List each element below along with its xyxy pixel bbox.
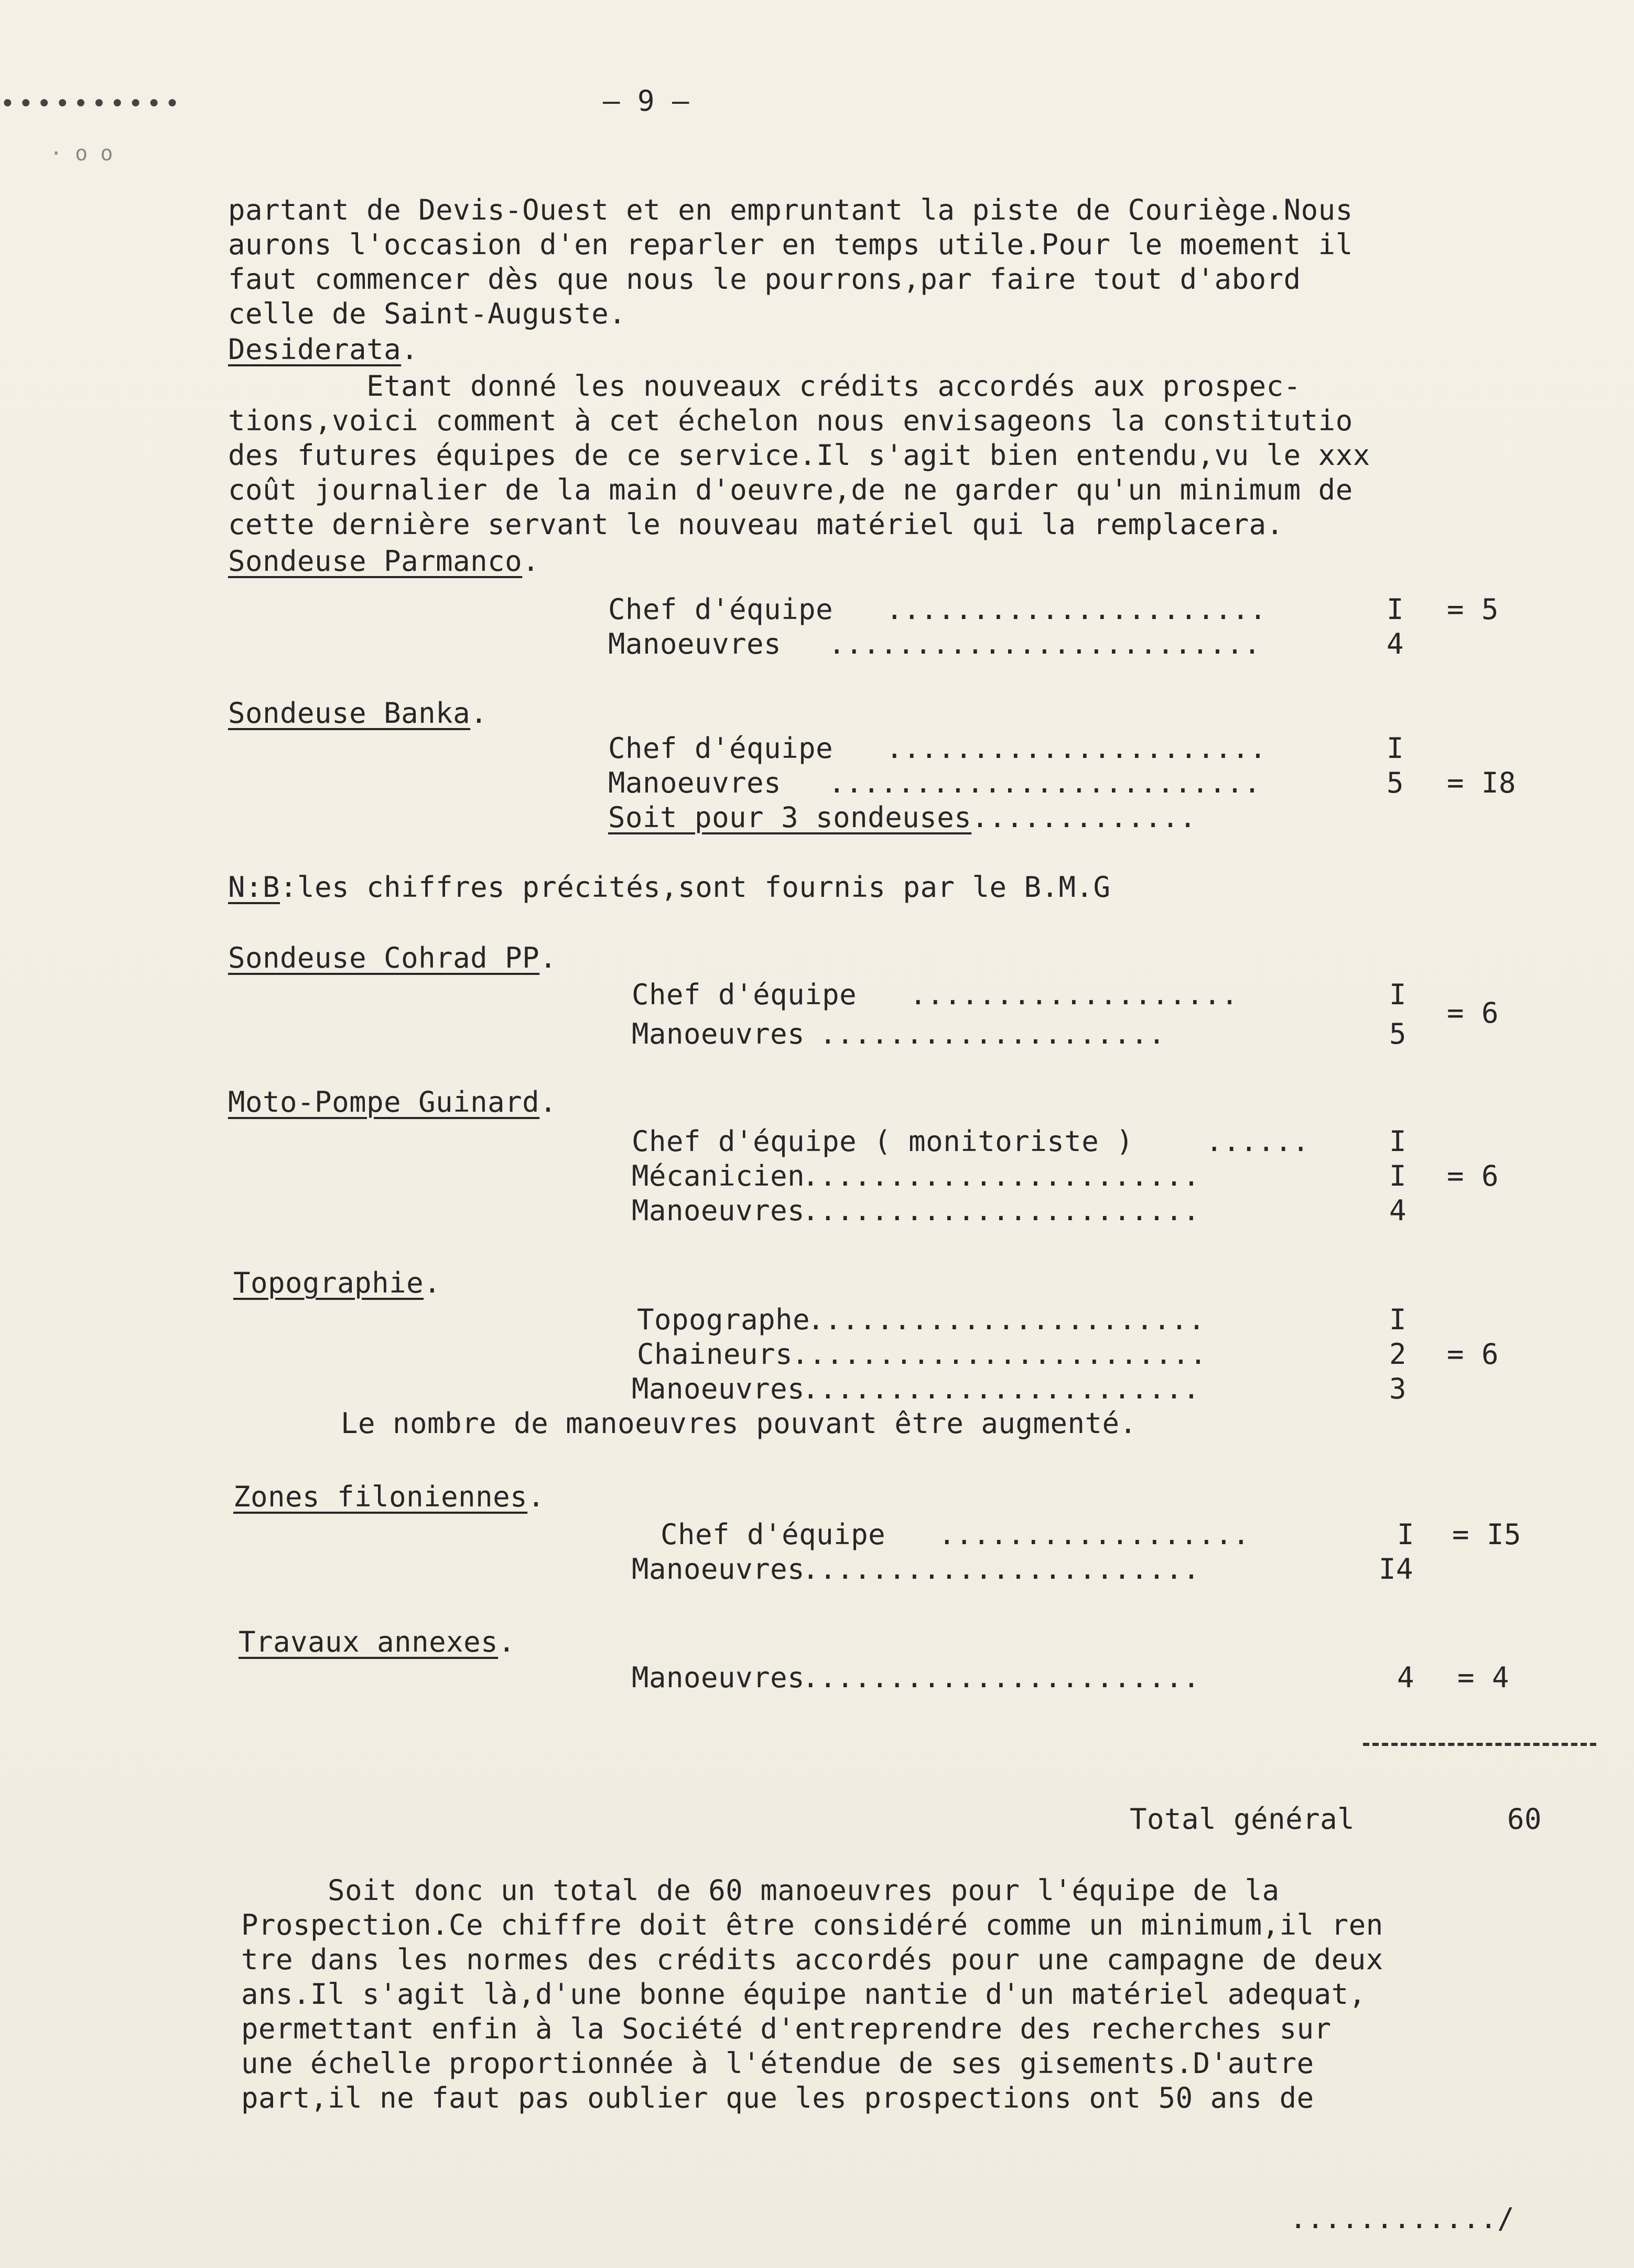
topo-row-1-label: Topographe (637, 1303, 810, 1336)
total-label: Total général (1130, 1803, 1355, 1836)
parmanco-row-1-count: I (1387, 593, 1404, 626)
topo-row-1-dots: ....................... (807, 1303, 1206, 1336)
topo-row-1-count: I (1389, 1303, 1407, 1336)
zones-row-1-count: I (1397, 1518, 1415, 1551)
zones-total: = I5 (1452, 1518, 1522, 1551)
motopompe-row-2-dots: ....................... (802, 1159, 1200, 1192)
travaux-row-1-label: Manoeuvres (632, 1661, 805, 1694)
motopompe-row-1-count: I (1389, 1125, 1407, 1158)
desiderata-line-2: tions,voici comment à cet échelon nous envisageons la constitutio (228, 404, 1353, 437)
banka-row-2-label: Manoeuvres (608, 766, 782, 799)
section-title-travaux: Travaux annexes. (239, 1625, 516, 1658)
motopompe-row-1-label: Chef d'équipe ( monitoriste ) (632, 1125, 1134, 1158)
cohrad-row-2-count: 5 (1389, 1017, 1407, 1050)
motopompe-row-2-label: Mécanicien (632, 1159, 805, 1192)
conclusion-line-7: part,il ne faut pas oublier que les prospections ont 50 ans de (241, 2081, 1314, 2114)
intro-line-4: celle de Saint-Auguste. (228, 297, 626, 330)
zones-row-2-count: I4 (1379, 1553, 1414, 1586)
topo-row-2-dots: ........................ (792, 1338, 1207, 1371)
banka-row-3: Soit pour 3 sondeuses............. (608, 801, 1197, 834)
section-title-cohrad: Sondeuse Cohrad PP. (228, 941, 557, 974)
total-separator-line (1363, 1743, 1596, 1746)
parmanco-row-1-label: Chef d'équipe (608, 593, 834, 626)
travaux-row-1-dots: ....................... (802, 1661, 1200, 1694)
zones-row-2-dots: ....................... (802, 1553, 1200, 1586)
topo-row-3-label: Manoeuvres (632, 1372, 805, 1405)
cohrad-row-2-label: Manoeuvres (632, 1017, 805, 1050)
cohrad-total: = 6 (1447, 996, 1499, 1029)
desiderata-line-1: Etant donné les nouveaux crédits accordés aux prospec- (228, 370, 1301, 403)
punch-hole-mark: · o o (50, 142, 113, 166)
conclusion-line-2: Prospection.Ce chiffre doit être considéré comme un minimum,il ren (241, 1908, 1383, 1941)
desiderata-heading: Desiderata. (228, 333, 419, 366)
desiderata-line-3: des futures équipes de ce service.Il s'agit bien entendu,vu le xxx (228, 439, 1370, 472)
zones-row-1-dots: .................. (938, 1518, 1250, 1551)
topo-row-2-count: 2 (1389, 1338, 1407, 1371)
travaux-total: = 4 (1457, 1661, 1510, 1694)
topo-row-3-dots: ....................... (802, 1372, 1200, 1405)
desiderata-line-4: coût journalier de la main d'oeuvre,de ne garder qu'un minimum de (228, 473, 1353, 506)
parmanco-row-2-dots: ......................... (828, 627, 1261, 660)
motopompe-row-3-dots: ....................... (802, 1194, 1200, 1227)
section-title-parmanco: Sondeuse Parmanco. (228, 545, 540, 578)
desiderata-line-5: cette dernière servant le nouveau matériel qui la remplacera. (228, 508, 1284, 541)
cohrad-row-1-label: Chef d'équipe (632, 978, 857, 1011)
conclusion-line-4: ans.Il s'agit là,d'une bonne équipe nantie d'un matériel adequat, (241, 1978, 1366, 2011)
conclusion-line-5: permettant enfin à la Société d'entreprendre des recherches sur (241, 2012, 1332, 2045)
nb-note: N:B:les chiffres précités,sont fournis par le B.M.G (228, 871, 1111, 904)
parmanco-row-2-label: Manoeuvres (608, 627, 782, 660)
motopompe-row-3-count: 4 (1389, 1194, 1407, 1227)
zones-row-2-label: Manoeuvres (632, 1553, 805, 1586)
topo-row-3-count: 3 (1389, 1372, 1407, 1405)
motopompe-total: = 6 (1447, 1159, 1499, 1192)
banka-total: = I8 (1447, 766, 1517, 799)
conclusion-line-1: Soit donc un total de 60 manoeuvres pour l'équipe de la (241, 1874, 1280, 1907)
topo-note: Le nombre de manoeuvres pouvant être augmenté. (341, 1407, 1137, 1440)
section-title-motopompe: Moto-Pompe Guinard. (228, 1086, 557, 1119)
travaux-row-1-count: 4 (1397, 1661, 1415, 1694)
parmanco-row-2-count: 4 (1387, 627, 1404, 660)
topo-row-2-label: Chaineurs (637, 1338, 793, 1371)
intro-line-1: partant de Devis-Ouest et en empruntant la piste de Couriège.Nous (228, 193, 1353, 226)
motopompe-row-2-count: I (1389, 1159, 1407, 1192)
motopompe-row-1-dots: ...... (1206, 1125, 1310, 1158)
parmanco-total: = 5 (1447, 593, 1499, 626)
section-title-zones: Zones filoniennes. (233, 1480, 545, 1513)
motopompe-row-3-label: Manoeuvres (632, 1194, 805, 1227)
total-value: 60 (1507, 1803, 1542, 1836)
desiderata-title: Desiderata (228, 333, 402, 366)
banka-row-1-label: Chef d'équipe (608, 732, 834, 765)
cohrad-row-1-count: I (1389, 978, 1407, 1011)
page-number: – 9 – (603, 84, 690, 117)
cohrad-row-1-dots: ................... (910, 978, 1239, 1011)
banka-row-1-count: I (1387, 732, 1404, 765)
parmanco-row-1-dots: ...................... (886, 593, 1267, 626)
banka-row-2-dots: ......................... (828, 766, 1261, 799)
zones-row-1-label: Chef d'équipe (661, 1518, 886, 1551)
topo-total: = 6 (1447, 1338, 1499, 1371)
continuation-mark: ............/ (1290, 2202, 1515, 2235)
intro-line-2: aurons l'occasion d'en reparler en temps utile.Pour le moement il (228, 228, 1353, 261)
conclusion-line-3: tre dans les normes des crédits accordés pour une campagne de deux (241, 1943, 1383, 1976)
section-title-topographie: Topographie. (233, 1266, 441, 1299)
cohrad-row-2-dots: .................... (802, 1017, 1166, 1050)
left-margin-dots: •••••••••• (0, 89, 183, 118)
section-title-banka: Sondeuse Banka. (228, 697, 488, 730)
banka-row-2-count: 5 (1387, 766, 1404, 799)
conclusion-line-6: une échelle proportionnée à l'étendue de ses gisements.D'autre (241, 2047, 1314, 2080)
intro-line-3: faut commencer dès que nous le pourrons,par faire tout d'abord (228, 263, 1301, 296)
banka-row-1-dots: ...................... (886, 732, 1267, 765)
